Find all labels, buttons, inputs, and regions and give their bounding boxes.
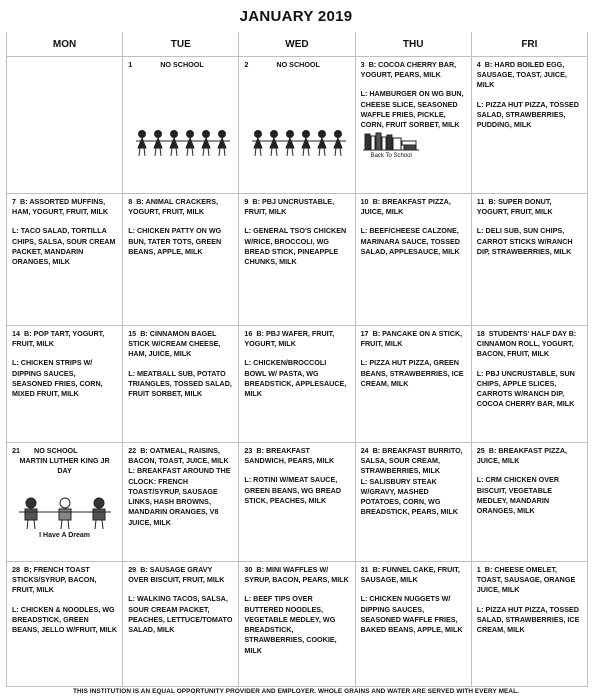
day-number: 1 [476, 565, 481, 574]
breakfast-menu: B: BREAKFAST BURRITO, SALSA, SOUR CREAM, STRAWBERRIES, MILK [360, 446, 463, 476]
lunch-menu: L: BEEF/CHEESE CALZONE, MARINARA SAUCE, TOSSED SALAD, APPLESAUCE, MILK [360, 226, 460, 256]
day-number: 7 [12, 197, 16, 206]
day-cell [123, 562, 239, 687]
day-cell [7, 562, 123, 687]
week-row [7, 326, 588, 443]
lunch-menu: L: GENERAL TSO'S CHICKEN W/RICE, BROCCOLI, WG BREAD STICK, PINEAPPLE CHUNKS, MILK [244, 226, 347, 267]
breakfast-menu: B: PANCAKE ON A STICK, FRUIT, MILK [360, 329, 463, 349]
breakfast-menu: B: POP TART, YOGURT, FRUIT, MILK [12, 329, 105, 349]
day-number: 15 [128, 329, 137, 338]
day-number: 31 [360, 565, 369, 574]
breakfast-menu: B: FUNNEL CAKE, FRUIT, SAUSAGE, MILK [360, 565, 460, 585]
breakfast-menu: B; FRENCH TOAST STICKS/SYRUP, BACON, FRUIT, MILK [12, 565, 97, 595]
children-holding-hands-icon [250, 128, 348, 158]
day-number: 11 [476, 197, 485, 206]
footer-note: THIS INSTITUTION IS AN EQUAL OPPORTUNITY PROVIDER AND EMPLOYER. WHOLE GRAINS AND WATER ARE SERVED WITH EVERY MEAL. [73, 688, 519, 695]
day-number: 17 [360, 329, 369, 338]
lunch-menu: L: WALKING TACOS, SALSA, SOUR CREAM PACKET, PEACHES, LETTUCE/TOMATO SALAD, MILK [128, 594, 233, 635]
breakfast-menu: B: PBJ WAFER, FRUIT, YOGURT, MILK [244, 329, 335, 349]
week-row [7, 57, 588, 194]
week-row [7, 194, 588, 326]
day-cell [355, 443, 471, 562]
day-number: 22 [128, 446, 137, 455]
day-cell [471, 194, 587, 326]
holiday-name: MARTIN LUTHER KING JR DAY [19, 456, 110, 476]
lunch-menu: L: CHICKEN/BROCCOLI BOWL W/ PASTA, WG BREADSTICK, APPLESAUCE, MILK [244, 358, 347, 399]
no-school-label: NO SCHOOL [160, 60, 204, 69]
day-number: 25 [476, 446, 485, 455]
lunch-menu: L: PIZZA HUT PIZZA, TOSSED SALAD, STRAWBERRIES, ICE CREAM, MILK [476, 604, 580, 635]
day-number: 3 [360, 60, 365, 69]
breakfast-menu: B: SAUSAGE GRAVY OVER BISCUIT, FRUIT, MILK [128, 565, 225, 585]
lunch-menu: L: CHICKEN & NOODLES, WG BREADSTICK, GREEN BEANS, JELLO W/FRUIT, MILK [12, 604, 118, 635]
day-number: 28 [12, 565, 20, 574]
breakfast-menu: B: SUPER DONUT, YOGURT, FRUIT, MILK [476, 197, 553, 217]
lunch-menu: L: SALISBURY STEAK W/GRAVY, MASHED POTATOES, CORN, WG BREADSTICK, PEARS, MILK [360, 476, 458, 517]
day-cell [7, 194, 123, 326]
day-cell [355, 194, 471, 326]
breakfast-menu: B: ASSORTED MUFFINS, HAM, YOGURT, FRUIT, MILK [12, 197, 109, 217]
day-cell [355, 562, 471, 687]
day-number: 24 [360, 446, 369, 455]
breakfast-menu: B: BREAKFAST PIZZA, JUICE, MILK [476, 446, 568, 466]
lunch-menu: L: BEEF TIPS OVER BUTTERED NOODLES, VEGETABLE MEDLEY, WG BREADSTICK, STRAWBERRIES, COOKIE, MILK [244, 594, 337, 655]
lunch-menu: L: ROTINI W/MEAT SAUCE, GREEN BEANS, WG BREAD STICK, PEACHES, MILK [244, 475, 342, 505]
breakfast-menu: B: OATMEAL, RAISINS, BACON, TOAST, JUICE, MILK [128, 446, 229, 466]
day-cell [239, 194, 355, 326]
week-row [7, 443, 588, 562]
day-number: 9 [244, 197, 249, 206]
calendar-title: JANUARY 2019 [239, 8, 353, 25]
day-number: 8 [128, 197, 133, 206]
children-holding-hands-icon [134, 128, 232, 158]
breakfast-menu: B: BREAKFAST PIZZA, JUICE, MILK [360, 197, 451, 217]
image-caption: Back To School [370, 153, 412, 160]
lunch-menu: L: MEATBALL SUB, POTATO TRIANGLES, TOSSED SALAD, FRUIT SORBET, MILK [128, 368, 232, 399]
breakfast-menu: B: CHEESE OMELET, TOAST, SAUSAGE, ORANGE JUICE, MILK [476, 565, 576, 595]
menu-calendar [6, 32, 588, 687]
day-number: 18 [476, 329, 485, 338]
week-row [7, 562, 588, 687]
day-number: 21 [12, 446, 20, 455]
lunch-menu: L: CHICKEN STRIPS W/ DIPPING SAUCES, SEASONED FRIES, CORN, MIXED FRUIT, MILK [12, 358, 103, 399]
header-wed: WED [239, 32, 355, 57]
day-cell [239, 326, 355, 443]
day-cell [123, 194, 239, 326]
day-number: 1 [128, 60, 133, 69]
day-number: 14 [12, 329, 20, 338]
lunch-menu: L: CHICKEN NUGGETS W/ DIPPING SAUCES, SEASONED WAFFLE FRIES, BAKED BEANS, APPLE, MILK [360, 594, 463, 635]
day-cell [123, 443, 239, 562]
no-school-label: NO SCHOOL [276, 60, 320, 69]
breakfast-menu: B: ANIMAL CRACKERS, YOGURT, FRUIT, MILK [128, 197, 219, 217]
day-cell [239, 443, 355, 562]
books-icon [361, 132, 421, 152]
day-cell [471, 57, 587, 194]
day-cell [7, 443, 123, 562]
breakfast-menu: B: HARD BOILED EGG, SAUSAGE, TOAST, JUICE, MILK [476, 60, 567, 90]
lunch-menu: L: PIZZA HUT PIZZA, TOSSED SALAD, STRAWBERRIES, PUDDING, MILK [476, 99, 579, 130]
lunch-menu: L: DELI SUB, SUN CHIPS, CARROT STICKS W/RANCH DIP, STRAWBERRIES, MILK [476, 226, 573, 256]
lunch-menu: L: PBJ UNCRUSTABLE, SUN CHIPS, APPLE SLICES, CARROTS W/RANCH DIP, COCOA CHERRY BAR, MILK [476, 368, 575, 409]
no-school-label: NO SCHOOL [34, 446, 78, 455]
day-cell [355, 326, 471, 443]
breakfast-menu: STUDENTS' HALF DAY B: CINNAMON ROLL, YOGURT, BACON, FRUIT, MILK [476, 329, 577, 359]
day-number: 2 [244, 60, 249, 69]
day-cell [471, 443, 587, 562]
header-mon: MON [7, 32, 123, 57]
weekday-header-row [7, 32, 588, 57]
image-caption: I Have A Dream [39, 531, 91, 539]
day-number: 4 [476, 60, 481, 69]
day-number: 16 [244, 329, 253, 338]
day-number: 29 [128, 565, 137, 574]
lunch-menu: L: BREAKFAST AROUND THE CLOCK: FRENCH TOAST/SYRUP, SAUSAGE LINKS, HASH BROWNS, MANDARIN ORANGES, V8 JUICE, MILK [128, 466, 231, 527]
children-holding-hands-icon [17, 497, 113, 531]
lunch-menu: L: TACO SALAD, TORTILLA CHIPS, SALSA, SOUR CREAM PACKET, MANDARIN ORANGES, MILK [12, 226, 116, 267]
day-number: 10 [360, 197, 369, 206]
day-cell [7, 57, 123, 194]
day-cell [239, 57, 355, 194]
lunch-menu: L: PIZZA HUT PIZZA, GREEN BEANS, STRAWBERRIES, ICE CREAM, MILK [360, 358, 464, 388]
header-fri: FRI [471, 32, 587, 57]
breakfast-menu: B: CINNAMON BAGEL STICK W/CREAM CHEESE, HAM, JUICE, MILK [128, 329, 221, 359]
day-cell [471, 326, 587, 443]
header-tue: TUE [123, 32, 239, 57]
breakfast-menu: B: PBJ UNCRUSTABLE, FRUIT, MILK [244, 197, 335, 217]
lunch-menu: L: HAMBURGER ON WG BUN, CHEESE SLICE, SEASONED WAFFLE FRIES, PICKLE, CORN, FRUIT SORBET, MILK [360, 89, 464, 130]
breakfast-menu: B: BREAKFAST SANDWICH, PEARS, MILK [244, 446, 335, 466]
breakfast-menu: B: COCOA CHERRY BAR, YOGURT, PEARS, MILK [360, 60, 457, 80]
day-number: 30 [244, 565, 253, 574]
breakfast-menu: B: MINI WAFFLES W/ SYRUP, BACON, PEARS, MILK [244, 565, 349, 585]
day-cell [7, 326, 123, 443]
day-cell [355, 57, 471, 194]
day-cell [239, 562, 355, 687]
day-cell [471, 562, 587, 687]
header-thu: THU [355, 32, 471, 57]
lunch-menu: L: CRM CHICKEN OVER BISCUIT, VEGETABLE MEDLEY, MANDARIN ORANGES, MILK [476, 475, 560, 516]
day-cell [123, 57, 239, 194]
day-cell [123, 326, 239, 443]
lunch-menu: L: CHICKEN PATTY ON WG BUN, TATER TOTS, GREEN BEANS, APPLE, MILK [128, 226, 222, 256]
day-number: 23 [244, 446, 253, 455]
